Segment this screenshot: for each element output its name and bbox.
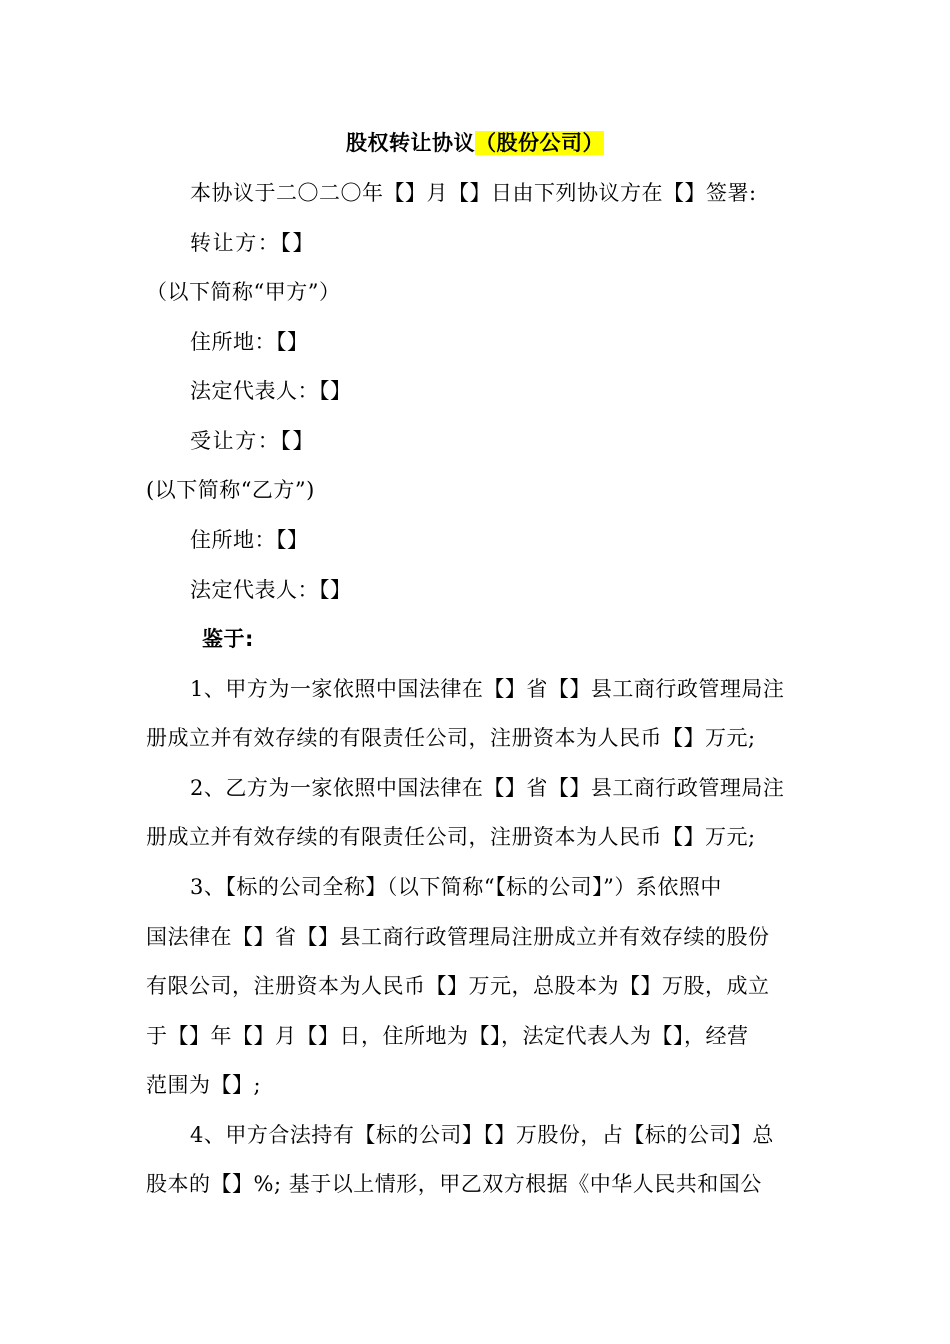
transferor-address: 住所地：【】: [190, 330, 309, 354]
clause-3-line-3: 有限公司，注册资本为人民币【】万元，总股本为【】万股，成立: [146, 974, 770, 998]
title-highlight: （股份公司）: [475, 131, 604, 155]
transferee-representative: 法定代表人：【】: [190, 578, 352, 602]
document-title: [0, 128, 950, 158]
clause-3-line-2: 国法律在【】省【】县工商行政管理局注册成立并有效存续的股份: [146, 925, 770, 949]
clause-1-line-2: 册成立并有效存续的有限责任公司，注册资本为人民币【】万元;: [146, 726, 756, 750]
transferor-alias: （以下简称“甲方”）: [146, 280, 341, 304]
clause-3-line-5: 范围为【】;: [146, 1073, 262, 1097]
intro-line: 本协议于二〇二〇年【】月【】日由下列协议方在【】签署:: [190, 181, 757, 205]
transferee-address: 住所地：【】: [190, 528, 309, 552]
clause-2-line-1: 2、乙方为一家依照中国法律在【】省【】县工商行政管理局注: [190, 776, 785, 800]
transferee-alias: (以下简称“乙方”): [146, 478, 315, 502]
clause-3-line-1: 3、【标的公司全称】（以下简称“【标的公司】”）系依照中: [190, 875, 722, 899]
transferor-label: 转让方：【】: [190, 231, 316, 255]
clause-2-line-2: 册成立并有效存续的有限责任公司，注册资本为人民币【】万元;: [146, 825, 756, 849]
whereas-heading: 鉴于:: [202, 627, 254, 651]
clause-1-line-1: 1、甲方为一家依照中国法律在【】省【】县工商行政管理局注: [190, 677, 785, 701]
clause-4-line-2: 股本的【】%; 基于以上情形，甲乙双方根据《中华人民共和国公: [146, 1172, 762, 1196]
transferee-label: 受让方：【】: [190, 429, 316, 453]
clause-4-line-1: 4、甲方合法持有【标的公司】【】万股份，占【标的公司】总: [190, 1123, 774, 1147]
title-main: 股权转让协议: [346, 131, 475, 155]
clause-3-line-4: 于【】年【】月【】日，住所地为【】，法定代表人为【】，经营: [146, 1024, 749, 1048]
transferor-representative: 法定代表人：【】: [190, 379, 352, 403]
